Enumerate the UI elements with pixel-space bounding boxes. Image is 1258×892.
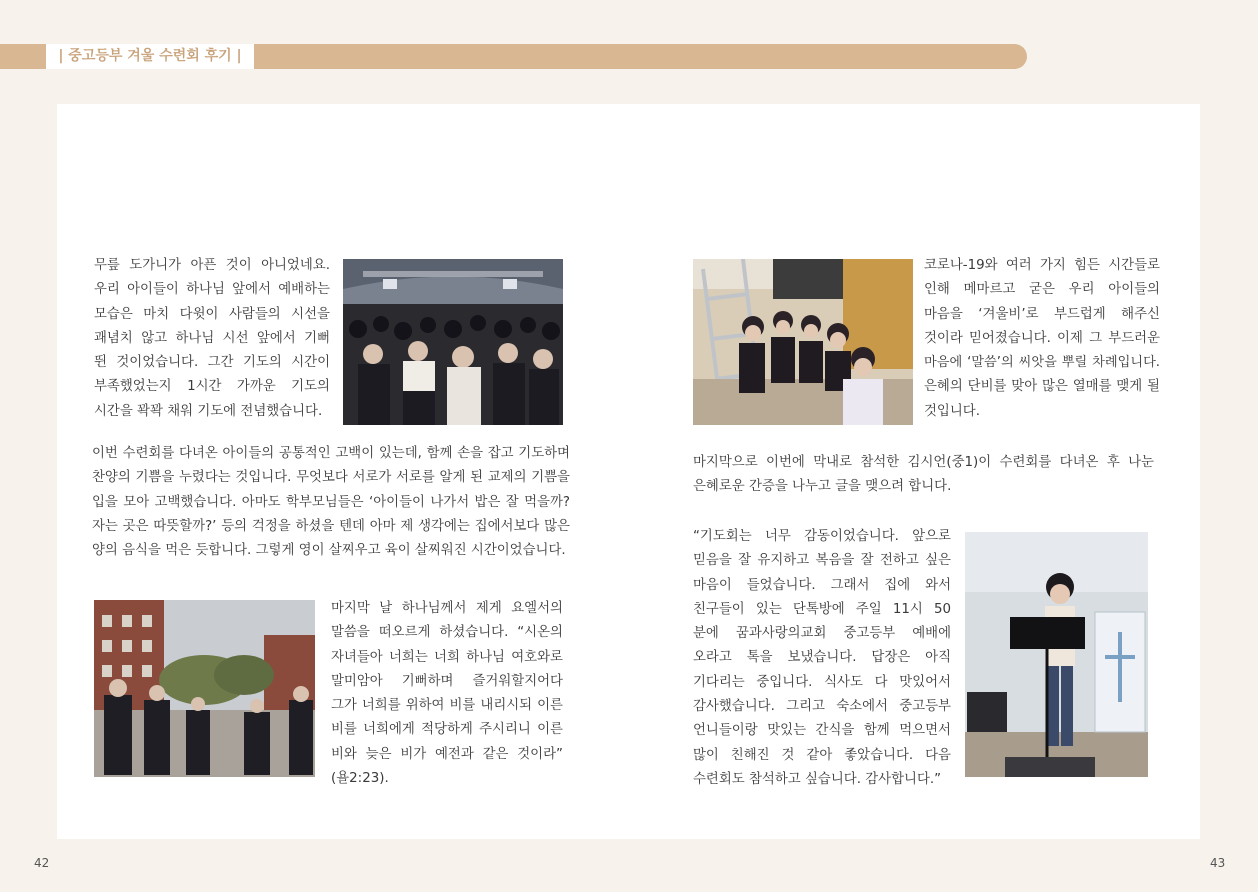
text-line: 많이 친해진 것 같아 좋았습니다. 다음 — [693, 747, 951, 763]
text-line: 자녀들아 너희는 너희 하나님 여호와로 — [331, 649, 563, 665]
text-line: 마지막 날 하나님께서 제게 요엘서의 — [331, 601, 563, 616]
text-line: 자는 곳은 따뜻할까?’ 등의 걱정을 하셨을 텐데 아마 제 생각에는 집에서보다 많은 — [92, 518, 570, 534]
text-line: 코로나-19와 여러 가지 힘든 시간들로 — [924, 258, 1160, 273]
text-line: 기다리는 중입니다. 식사도 다 맛있어서 — [693, 674, 951, 690]
text-line: 입을 모아 고백했습니다. 아마도 학부모님들은 ‘아이들이 나가서 밥은 잘 먹을까? — [92, 494, 570, 510]
text-line: 마음이 들었습니다. 그래서 집에 와서 — [693, 577, 951, 593]
text-line: 말씀을 떠오르게 하셨습니다. “시온의 — [331, 625, 563, 641]
text-line: 괘념치 않고 하나님 시선 앞에서 기뻐 — [94, 330, 330, 346]
page-number-left: 42 — [34, 856, 50, 870]
text-line: 마지막으로 이번에 막내로 참석한 김시언(중1)이 수련회를 다녀온 후 나눈 — [693, 455, 1154, 470]
text-line: 마음을 ‘겨울비’로 부드럽게 해주신 — [924, 306, 1160, 322]
text-line: 우리 아이들이 하나님 앞에서 예배하는 — [94, 282, 330, 298]
left-paragraph-3 — [331, 597, 563, 791]
text-line: 이번 수련회를 다녀온 아이들의 공통적인 고백이 있는데, 함께 손을 잡고 기도하며 — [92, 446, 570, 461]
text-line: 은혜의 단비를 맞아 많은 열매를 맺게 될 — [924, 379, 1160, 395]
text-line: 언니들이랑 맛있는 간식을 함께 먹으면서 — [693, 723, 951, 739]
right-paragraph-2 — [693, 451, 1154, 500]
text-line: 그가 너희를 위하여 비를 내리시되 이른 — [331, 698, 563, 714]
text-line: 오라고 톡을 보냈습니다. 답장은 아직 — [693, 650, 951, 666]
text-line: 말미암아 기뻐하며 즐거워할지어다 — [331, 673, 563, 689]
text-line: 은혜로운 간증을 나누고 글을 맺으려 합니다. — [693, 479, 952, 495]
text-line: 비를 너희에게 적당하게 주시리니 이른 — [331, 722, 563, 738]
text-line: 친구들이 있는 단톡방에 주일 11시 50 — [693, 601, 951, 617]
text-line: 마음에 ‘말씀’의 씨앗을 뿌릴 차례입니다. — [924, 355, 1160, 371]
testimony-speaker-photo — [965, 532, 1148, 777]
text-line: 부족했었는지 1시간 가까운 기도의 — [94, 379, 330, 395]
text-line: 것이라 믿어졌습니다. 이제 그 부드러운 — [924, 330, 1160, 346]
text-line: 찬양의 기쁨을 누렸다는 것입니다. 무엇보다 서로가 서로를 알게 된 교제의 기쁨을 — [92, 470, 570, 486]
text-line: 무릎 도가니가 아픈 것이 아니었네요. — [94, 258, 330, 273]
text-line: 수련회도 참석하고 싶습니다. 감사합니다.” — [693, 771, 942, 787]
page-number-right: 43 — [1210, 856, 1226, 870]
dormitory-group-photo — [693, 259, 913, 425]
text-line: 뛴 것이었습니다. 그간 기도의 시간이 — [94, 355, 330, 371]
outdoor-prayer-circle-photo — [94, 600, 315, 777]
text-line: 모습은 마치 다윗이 사람들의 시선을 — [94, 306, 330, 322]
text-line: 비와 늦은 비가 예전과 같은 것이라” — [331, 746, 563, 762]
text-line: 감사했습니다. 그리고 숙소에서 중고등부 — [693, 699, 951, 715]
worship-hall-photo — [343, 259, 563, 425]
text-line: 시간을 꽉꽉 채워 기도에 전념했습니다. — [94, 403, 323, 419]
text-line: 양의 음식을 먹은 듯합니다. 그렇게 영이 살찌우고 육이 살찌워진 시간이었습니다. — [92, 543, 566, 559]
text-line: 분에 꿈과사랑의교회 중고등부 예배에 — [693, 626, 951, 642]
section-title: | 중고등부 겨울 수련회 후기 | — [46, 44, 254, 69]
text-line: (욜2:23). — [331, 771, 389, 787]
left-paragraph-1 — [94, 254, 330, 424]
left-paragraph-2 — [92, 442, 570, 563]
text-line: “기도회는 너무 감동이었습니다. 앞으로 — [693, 529, 951, 544]
right-paragraph-3 — [693, 525, 951, 792]
text-line: 믿음을 잘 유지하고 복음을 잘 전하고 싶은 — [693, 553, 951, 569]
text-line: 것입니다. — [924, 403, 980, 419]
right-paragraph-1 — [924, 254, 1160, 424]
text-line: 인해 메마르고 굳은 우리 아이들의 — [924, 282, 1160, 298]
